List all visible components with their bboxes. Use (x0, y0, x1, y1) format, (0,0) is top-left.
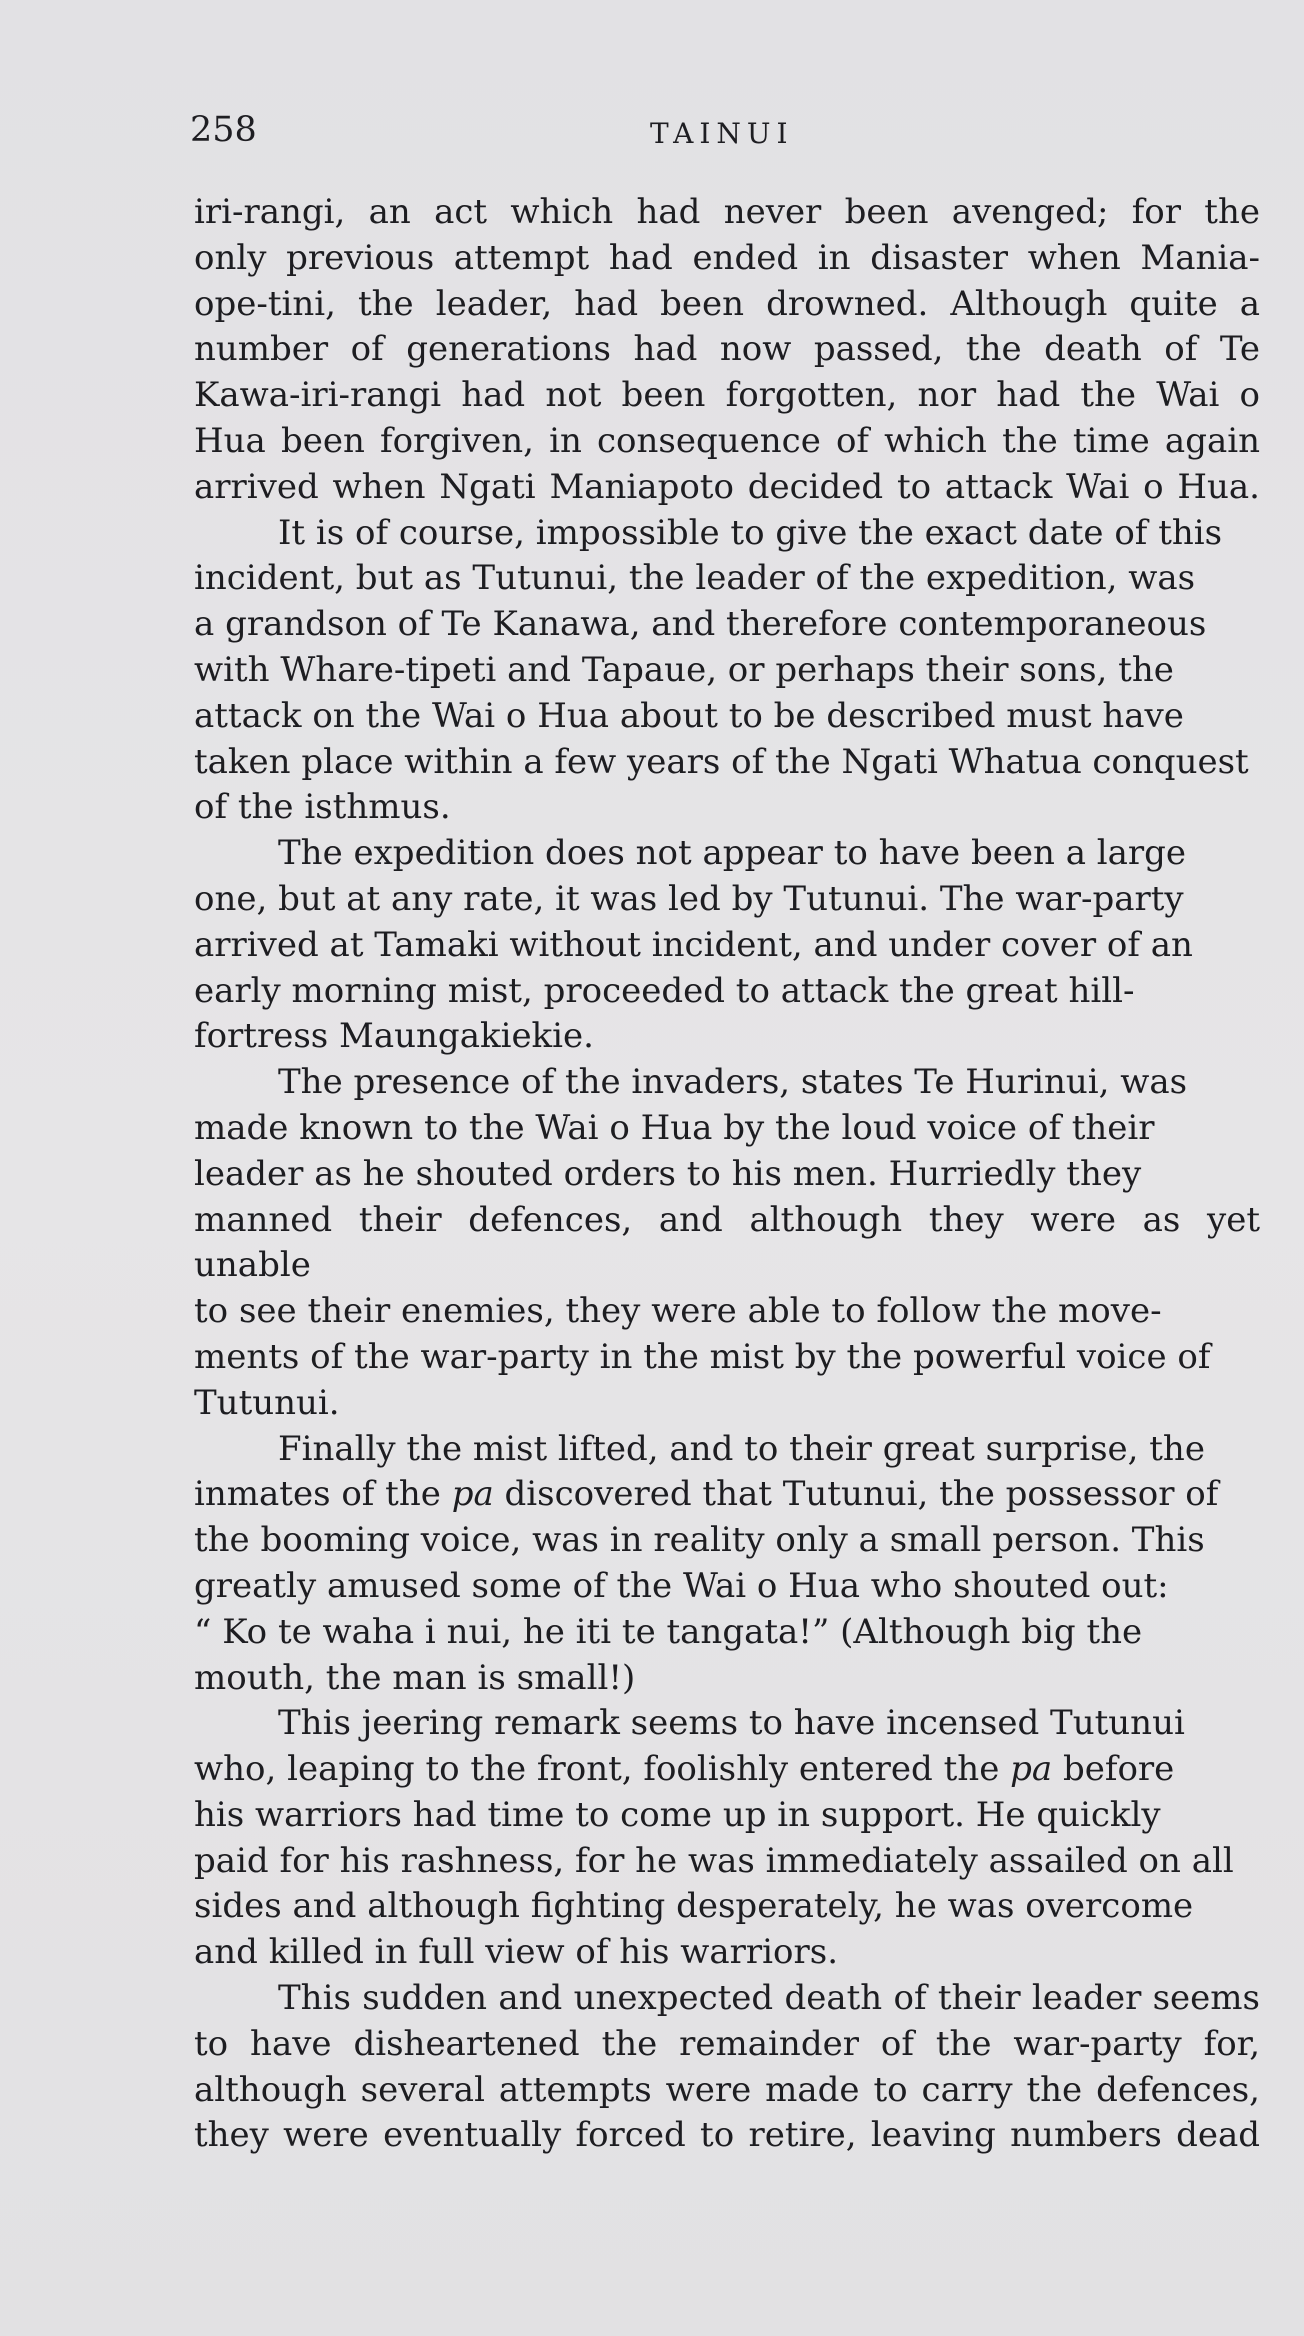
text-line: paid for his rashness, for he was immediately assailed on all (194, 1840, 1234, 1881)
text-line: Kawa-iri-rangi had not been forgotten, nor had the Wai o (194, 375, 1260, 416)
italic-term: pa (1010, 1749, 1053, 1790)
text-line: Finally the mist lifted, and to their great surprise, the (278, 1428, 1205, 1469)
text-line: who, leaping to the front, foolishly entered the pa before (194, 1749, 1175, 1790)
text-line: This jeering remark seems to have incensed Tutunui (278, 1703, 1185, 1744)
text-line: incident, but as Tutunui, the leader of the expedition, was (194, 558, 1196, 599)
paragraph (194, 831, 1260, 1060)
text-line: attack on the Wai o Hua about to be described must have (194, 695, 1184, 736)
text-line: only previous attempt had ended in disaster when Mania- (194, 237, 1260, 278)
text-line: “ Ko te waha i nui, he iti te tangata!” (Although big the (194, 1611, 1143, 1652)
text-line: inmates of the pa discovered that Tutunui, the possessor of (194, 1474, 1219, 1515)
paragraph (194, 1701, 1260, 1976)
page-number: 258 (190, 110, 257, 150)
text-line: greatly amused some of the Wai o Hua who shouted out: (194, 1565, 1169, 1606)
text-line: taken place within a few years of the Ngati Whatua conquest (194, 741, 1249, 782)
text-line: the booming voice, was in reality only a small person. This (194, 1520, 1205, 1561)
paragraph (194, 1060, 1260, 1426)
text-line: Tutunui. (194, 1382, 340, 1423)
text-line: The presence of the invaders, states Te Hurinui, was (278, 1062, 1188, 1103)
text-line: This sudden and unexpected death of their leader seems (278, 1978, 1260, 2019)
text-line: although several attempts were made to carry the defences, (194, 2069, 1260, 2110)
text-line: they were eventually forced to retire, leaving numbers dead (194, 2115, 1260, 2156)
italic-term: pa (451, 1474, 494, 1515)
text-line: of the isthmus. (194, 787, 451, 828)
text-line: It is of course, impossible to give the exact date of this (278, 512, 1223, 553)
text-line: ope-tini, the leader, had been drowned. Although quite a (194, 283, 1260, 324)
running-head: TAINUI (650, 117, 794, 150)
text-line: with Whare-tipeti and Tapaue, or perhaps their sons, the (194, 649, 1174, 690)
text-line: The expedition does not appear to have been a large (278, 833, 1187, 874)
body-text (194, 190, 1260, 2159)
text-line: his warriors had time to come up in support. He quickly (194, 1794, 1161, 1835)
text-line: ments of the war-party in the mist by the powerful voice of (194, 1336, 1211, 1377)
text-line: fortress Maungakiekie. (194, 1016, 594, 1057)
text-line: iri-rangi, an act which had never been avenged; for the (194, 192, 1260, 232)
text-line: leader as he shouted orders to his men. Hurriedly they (194, 1153, 1142, 1194)
text-line: number of generations had now passed, the death of Te (194, 329, 1260, 370)
text-line: Hua been forgiven, in consequence of which the time again (194, 420, 1260, 461)
text-line: arrived when Ngati Maniapoto decided to attack Wai o Hua. (194, 466, 1260, 507)
paragraph (194, 190, 1260, 511)
paragraph (194, 511, 1260, 832)
text-line: to see their enemies, they were able to follow the move- (194, 1291, 1162, 1332)
paragraph (194, 1976, 1260, 2159)
text-line: and killed in full view of his warriors. (194, 1932, 839, 1973)
text-line: arrived at Tamaki without incident, and under cover of an (194, 924, 1193, 965)
text-line: early morning mist, proceeded to attack the great hill- (194, 970, 1135, 1011)
text-line: one, but at any rate, it was led by Tutunui. The war-party (194, 878, 1184, 919)
text-line: sides and although fighting desperately, he was overcome (194, 1886, 1194, 1927)
text-line: a grandson of Te Kanawa, and therefore contemporaneous (194, 604, 1207, 645)
text-line: to have disheartened the remainder of the war-party for, (194, 2023, 1260, 2064)
page-header (0, 108, 1304, 158)
paragraph (194, 1427, 1260, 1702)
text-line: mouth, the man is small!) (194, 1657, 636, 1698)
text-line: made known to the Wai o Hua by the loud voice of their (194, 1107, 1155, 1148)
text-line: manned their defences, and although they were as yet unable (194, 1199, 1260, 1286)
